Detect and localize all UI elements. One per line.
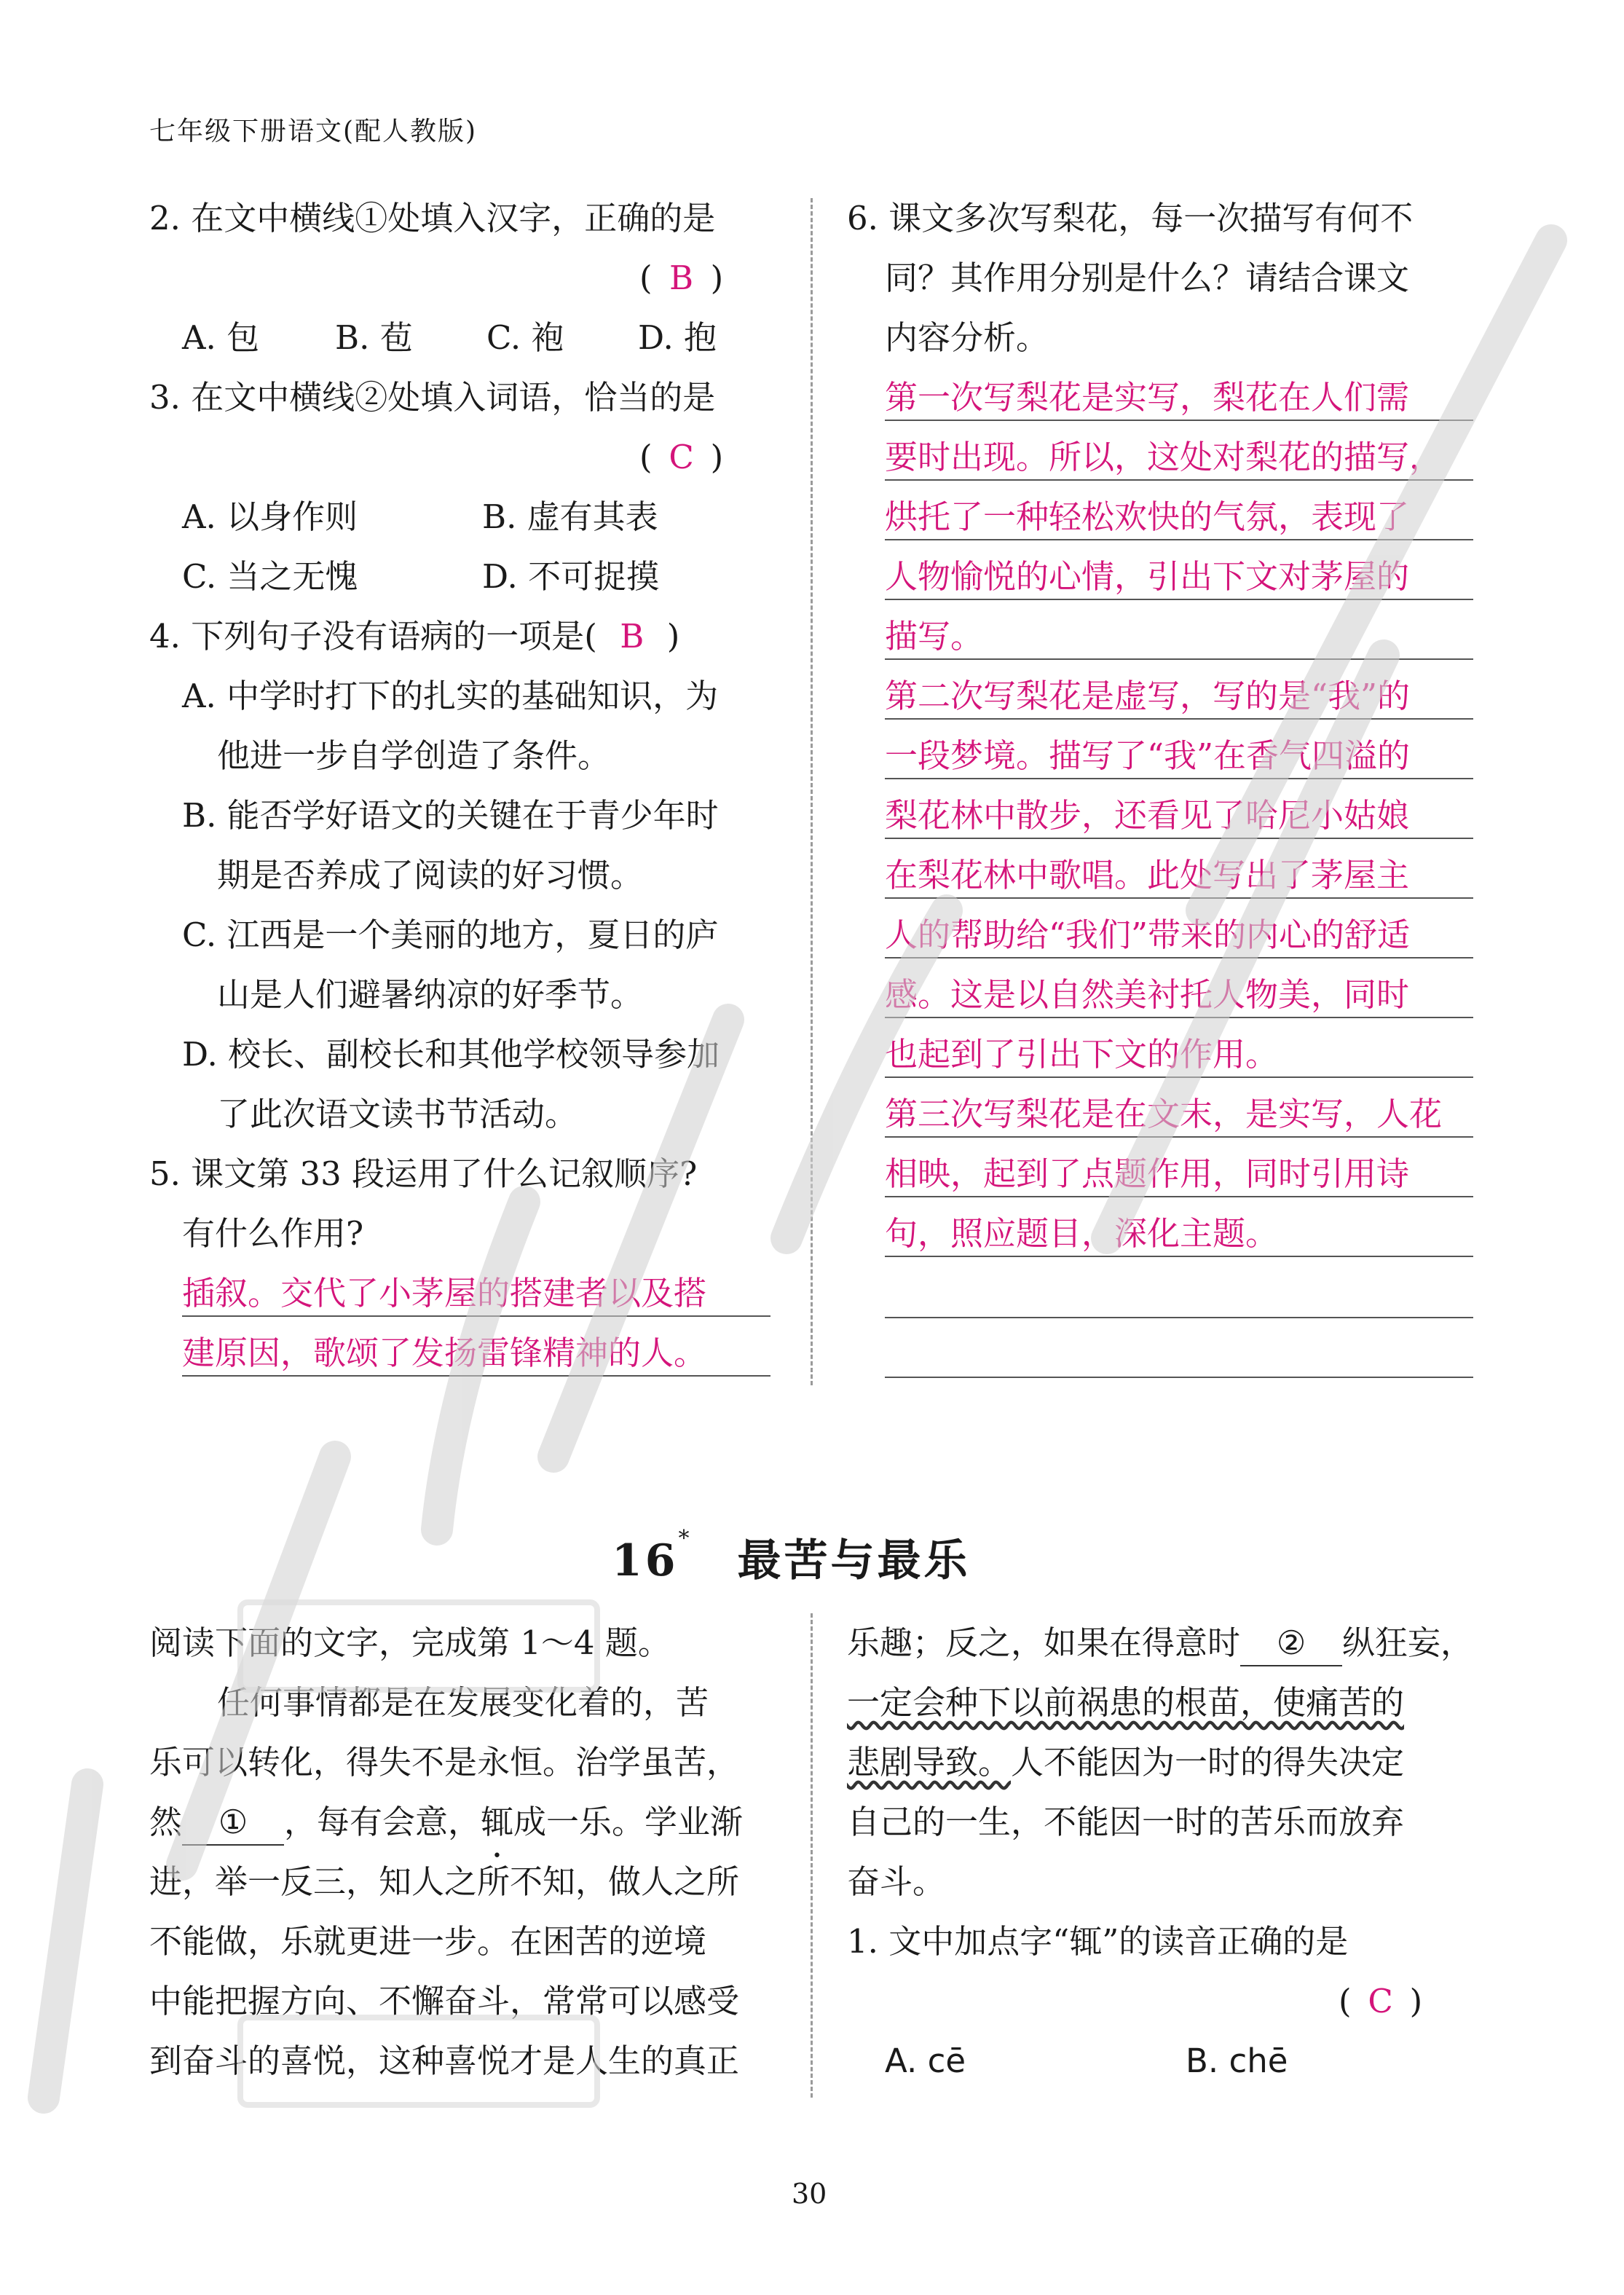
q6-answer-14: 相映，起到了点题作用，同时引用诗: [885, 1152, 1473, 1197]
q4-line-4: 期是否养成了阅读的好习惯。: [217, 856, 644, 894]
q5-answer-2: 建原因，歌颂了发扬雷锋精神的人。: [182, 1331, 770, 1377]
q2-answer-paren: ( B ): [639, 256, 723, 300]
passage-left-6: 中能把握方向、不懈奋斗，常常可以感受: [149, 1982, 740, 2020]
q4-line-5: C. 江西是一个美丽的地方，夏日的庐: [182, 916, 719, 954]
q5-stem-2: 有什么作用?: [182, 1214, 364, 1253]
upper-column-divider: [811, 198, 813, 1385]
section-title: [612, 1526, 971, 1589]
lower-column-divider: [811, 1613, 813, 2098]
passage-left-5: 不能做，乐就更进一步。在困苦的逆境: [149, 1922, 707, 1961]
q4-stem: 4. 下列句子没有语病的一项是( B ): [149, 615, 679, 658]
q3-option-c: C. 当之无愧: [182, 557, 358, 596]
section-number: 16: [612, 1535, 679, 1586]
q4-line-1: A. 中学时打下的扎实的基础知识，为: [182, 677, 719, 715]
section-mark: *: [678, 1526, 693, 1551]
q4-line-6: 山是人们避暑纳凉的好季节。: [217, 975, 644, 1014]
passage-right-3: 悲剧导致。人不能因为一时的得失决定: [847, 1743, 1405, 1782]
q3-answer-paren: ( C ): [639, 436, 723, 479]
q5-answer-1: 插叙。交代了小茅屋的搭建者以及搭: [182, 1272, 770, 1317]
q6-answer-11: 感。这是以自然美衬托人物美，同时: [885, 973, 1473, 1018]
q4-line-3: B. 能否学好语文的关键在于青少年时: [182, 796, 719, 835]
q2-stem: 2. 在文中横线①处填入汉字，正确的是: [149, 199, 716, 237]
q6-answer-12: 也起到了引出下文的作用。: [885, 1033, 1473, 1078]
q6-answer-5: 描写。: [885, 615, 1473, 660]
q2-answer: B: [669, 259, 694, 297]
q1-option-a: A. cē: [885, 2042, 966, 2080]
dotted-char-zhe: 辄: [481, 1803, 514, 1841]
q3-stem: 3. 在文中横线②处填入词语，恰当的是: [149, 378, 716, 417]
q4-line-7: D. 校长、副校长和其他学校领导参加: [182, 1035, 720, 1074]
blank-1: ①: [182, 1800, 284, 1846]
q2-option-d: D. 抱: [638, 318, 717, 357]
q3-option-d: D. 不可捉摸: [482, 557, 660, 596]
q6-blank-line-1: [885, 1317, 1473, 1318]
passage-left-7: 到奋斗的喜悦，这种喜悦才是人生的真正: [149, 2042, 740, 2080]
q6-stem-3: 内容分析。: [885, 318, 1049, 357]
q1-option-b: B. chē: [1186, 2042, 1288, 2080]
passage-left-2: 乐可以转化，得失不是永恒。治学虽苦，: [149, 1743, 740, 1782]
q2-option-c: C. 袍: [486, 318, 564, 357]
passage-left-1: 任何事情都是在发展变化着的，苦: [217, 1683, 709, 1722]
passage-left-3: 然 ① ，每有会意，辄成一乐。学业渐: [149, 1800, 743, 1846]
passage-right-1: 乐趣；反之，如果在得意时 ② 纵狂妄，: [847, 1621, 1473, 1666]
running-header: 七年级下册语文(配人教版): [149, 117, 478, 146]
q3-answer: C: [669, 438, 694, 476]
q1-answer-paren: ( C ): [1339, 1980, 1422, 2023]
passage-right-5: 奋斗。: [847, 1862, 946, 1901]
wavy-sentence-part-1: 一定会种下以前祸患的根苗，使痛苦的: [847, 1683, 1405, 1722]
section-heading: 最苦与最乐: [737, 1535, 971, 1586]
blank-2: ②: [1240, 1621, 1342, 1666]
q6-answer-10: 人的帮助给“我们”带来的内心的舒适: [885, 913, 1473, 958]
q6-stem-1: 6. 课文多次写梨花，每一次描写有何不: [847, 199, 1414, 237]
q2-option-b: B. 苞: [335, 318, 413, 357]
reading-instruction: 阅读下面的文字，完成第 1～4 题。: [149, 1623, 671, 1662]
q3-option-b: B. 虚有其表: [482, 497, 658, 536]
page-number: 30: [792, 2178, 827, 2210]
q4-answer: B: [620, 617, 645, 656]
q3-option-a: A. 以身作则: [182, 497, 358, 536]
q4-line-8: 了此次语文读书节活动。: [217, 1095, 578, 1133]
q6-answer-15: 句，照应题目，深化主题。: [885, 1212, 1473, 1257]
q4-line-2: 他进一步自学创造了条件。: [217, 736, 611, 775]
q6-answer-9: 在梨花林中歌唱。此处写出了茅屋主: [885, 854, 1473, 899]
q2-option-a: A. 包: [182, 318, 260, 357]
wavy-sentence-part-2: 悲剧导致。: [847, 1743, 1012, 1782]
q6-answer-6: 第二次写梨花是虚写，写的是“我”的: [885, 674, 1473, 720]
q6-answer-7: 一段梦境。描写了“我”在香气四溢的: [885, 734, 1473, 779]
q6-answer-4: 人物愉悦的心情，引出下文对茅屋的: [885, 555, 1473, 600]
q1-answer: C: [1368, 1982, 1393, 2020]
q6-answer-13: 第三次写梨花是在文末，是实写，人花: [885, 1093, 1473, 1138]
q6-answer-8: 梨花林中散步，还看见了哈尼小姑娘: [885, 794, 1473, 839]
passage-right-2: [847, 1681, 1404, 1725]
passage-left-4: 进，举一反三，知人之所不知，做人之所: [149, 1862, 740, 1901]
q6-answer-1: 第一次写梨花是实写，梨花在人们需: [885, 376, 1473, 421]
q6-answer-3: 烘托了一种轻松欢快的气氛，表现了: [885, 495, 1473, 540]
q6-stem-2: 同？其作用分别是什么？请结合课文: [885, 259, 1410, 297]
q5-stem-1: 5. 课文第 33 段运用了什么记叙顺序?: [149, 1154, 698, 1193]
passage-right-4: 自己的一生，不能因一时的苦乐而放弃: [847, 1803, 1405, 1841]
q1-stem: 1. 文中加点字“辄”的读音正确的是: [847, 1922, 1349, 1961]
q6-answer-2: 要时出现。所以，这处对梨花的描写，: [885, 436, 1473, 481]
q6-blank-line-2: [885, 1377, 1473, 1378]
